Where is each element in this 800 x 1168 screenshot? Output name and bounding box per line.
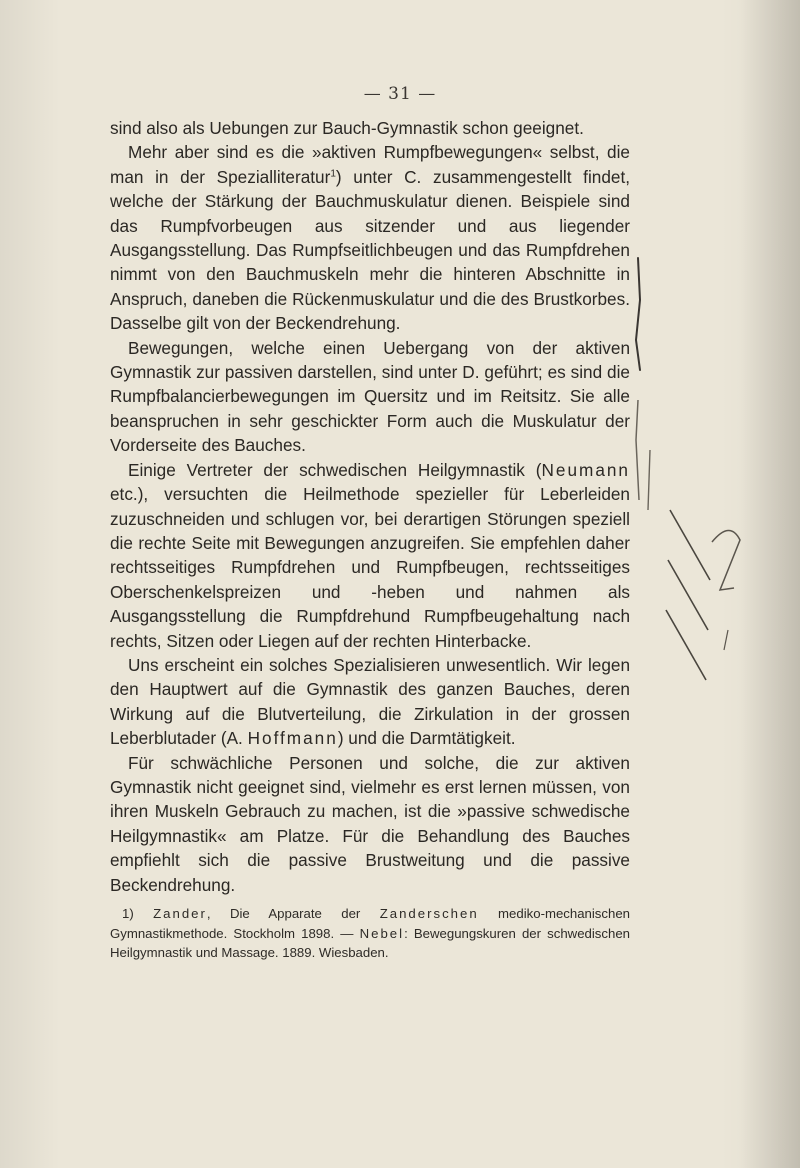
paragraph-5-start: Uns erscheint ein solches Spezialisieren unwesentlich. Wir legen den Hauptwert auf die Gymnastik des ganzen Bauches, deren Wirkung auf die Blutverteilung, die Zirkulation in der grossen Leberblutader (A.: [110, 654, 630, 749]
margin-bracket-mark: [636, 258, 640, 370]
paragraph-4-rest: etc.), versuchten die Heilmethode spezieller für Leberleiden zuzuschneiden und schlugen vor, bei derartigen Störungen speziell die rechte Seite mit Bewegungen anzugreifen. Sie empfehlen daher rechtsseitiges Rumpfdrehen und Rumpfbeugen, rechtsseitiges Oberschenkelspreizen und -heben und nahmen als Ausgangsstellung die Rumpfdrehund Rumpfbeugehaltung nach rechts, Sitzen oder Liegen auf der rechten Hinterbacke.: [110, 484, 630, 651]
paragraph-3: Bewegungen, welche einen Uebergang von der aktiven Gymnastik zur passiven darstellen, sind unter D. geführt; es sind die Rumpfbalancierbewegungen im Quersitz und im Reitsitz. Sie alle beanspruchen in sehr geschickter Form auch die Muskulatur der Vorderseite des Bauches.: [110, 337, 630, 456]
paragraph-5: [110, 653, 630, 751]
author-neumann: Neumann: [541, 459, 630, 480]
paragraph-1: sind also als Uebungen zur Bauch-Gymnastik schon geeignet.: [110, 118, 584, 138]
body-text: [110, 116, 630, 897]
margin-line-mark-2: [648, 450, 650, 510]
paragraph-2: Mehr aber sind es die »aktiven Rumpfbewegungen« selbst, die man in der Spezialliteratur$^1$) unter C. zusammengestellt findet, welche der Stärkung der Bauchmuskulatur dienen. Beispiele sind das Rumpfvorbeugen aus sitzender und aus liegender Ausgangsstellung. Das Rumpfseitlichbeugen und das Rumpfdrehen nimmt von den Bauchmuskeln mehr die hinteren Abschnitte in Anspruch, daneben die Rückenmuskulatur und die des Brustkorbes. Dasselbe gilt von der Beckendrehung.: [110, 142, 630, 334]
footnote-text: [110, 904, 630, 963]
footnote-text-1: , Die Apparate der: [206, 906, 380, 921]
margin-line-mark-1: [636, 400, 639, 500]
footnote-reference: 1: [330, 168, 336, 180]
author-hoffmann: Hoffmann: [247, 728, 338, 749]
margin-diagonal-mark-2: [668, 560, 708, 630]
page-number: — 31 —: [363, 84, 437, 104]
footnote-marker: 1): [122, 906, 134, 921]
paragraph-4-start: Einige Vertreter der schwedischen Heilgymnastik (: [128, 459, 542, 480]
page-edge-shadow: [740, 0, 800, 1168]
footnote: [110, 904, 630, 963]
paragraph-6: Für schwächliche Personen und solche, die zur aktiven Gymnastik nicht geeignet sind, vielmehr es erst lernen müssen, von ihren Muskeln Gebrauch zu machen, ist die »passive schwedische Heilgymnastik« am Platze. Für die Behandlung des Bauches empfiehlt sich die passive Brustweitung und die passive Beckendrehung.: [110, 752, 630, 895]
paragraph-4: [110, 458, 630, 653]
paragraph-2-rest: unter C. zusammengestellt findet, welche der Stärkung der Bauchmuskulatur dienen. Beispiele sind das Rumpfvorbeugen aus sitzender und aus liegender Ausgangsstellung. Das Rumpfseitlichbeugen und das Rumpfdrehen nimmt von den Bauchmuskeln mehr die hinteren Abschnitte in Anspruch, daneben die Rückenmuskulatur und die des Brustkorbes. Dasselbe gilt von der Beckendrehung.: [110, 166, 630, 334]
paragraph-5-rest: ) und die Darmtätigkeit.: [337, 728, 516, 749]
margin-diagonal-mark-3: [666, 610, 706, 680]
margin-small-mark: [724, 630, 728, 650]
footnote-author-zanderschen: Zanderschen: [379, 906, 479, 921]
margin-hook-mark: [712, 530, 740, 590]
margin-diagonal-mark-1: [670, 510, 710, 580]
footnote-text-2: : Bewegungskuren der schwedischen Heilgymnastik und Massage. 1889. Wiesbaden.: [110, 925, 630, 961]
footnote-author-zander: Zander: [153, 906, 207, 921]
footnote-author-nebel: Nebel: [359, 925, 405, 941]
paragraph-2-start: Mehr aber sind es die »aktiven Rumpfbewegungen« selbst, die man in der Spezialliteratur: [110, 142, 630, 187]
footnote-text-1b: mediko-mechanischen Gymnastikmethode. Stockholm 1898. —: [110, 906, 630, 941]
